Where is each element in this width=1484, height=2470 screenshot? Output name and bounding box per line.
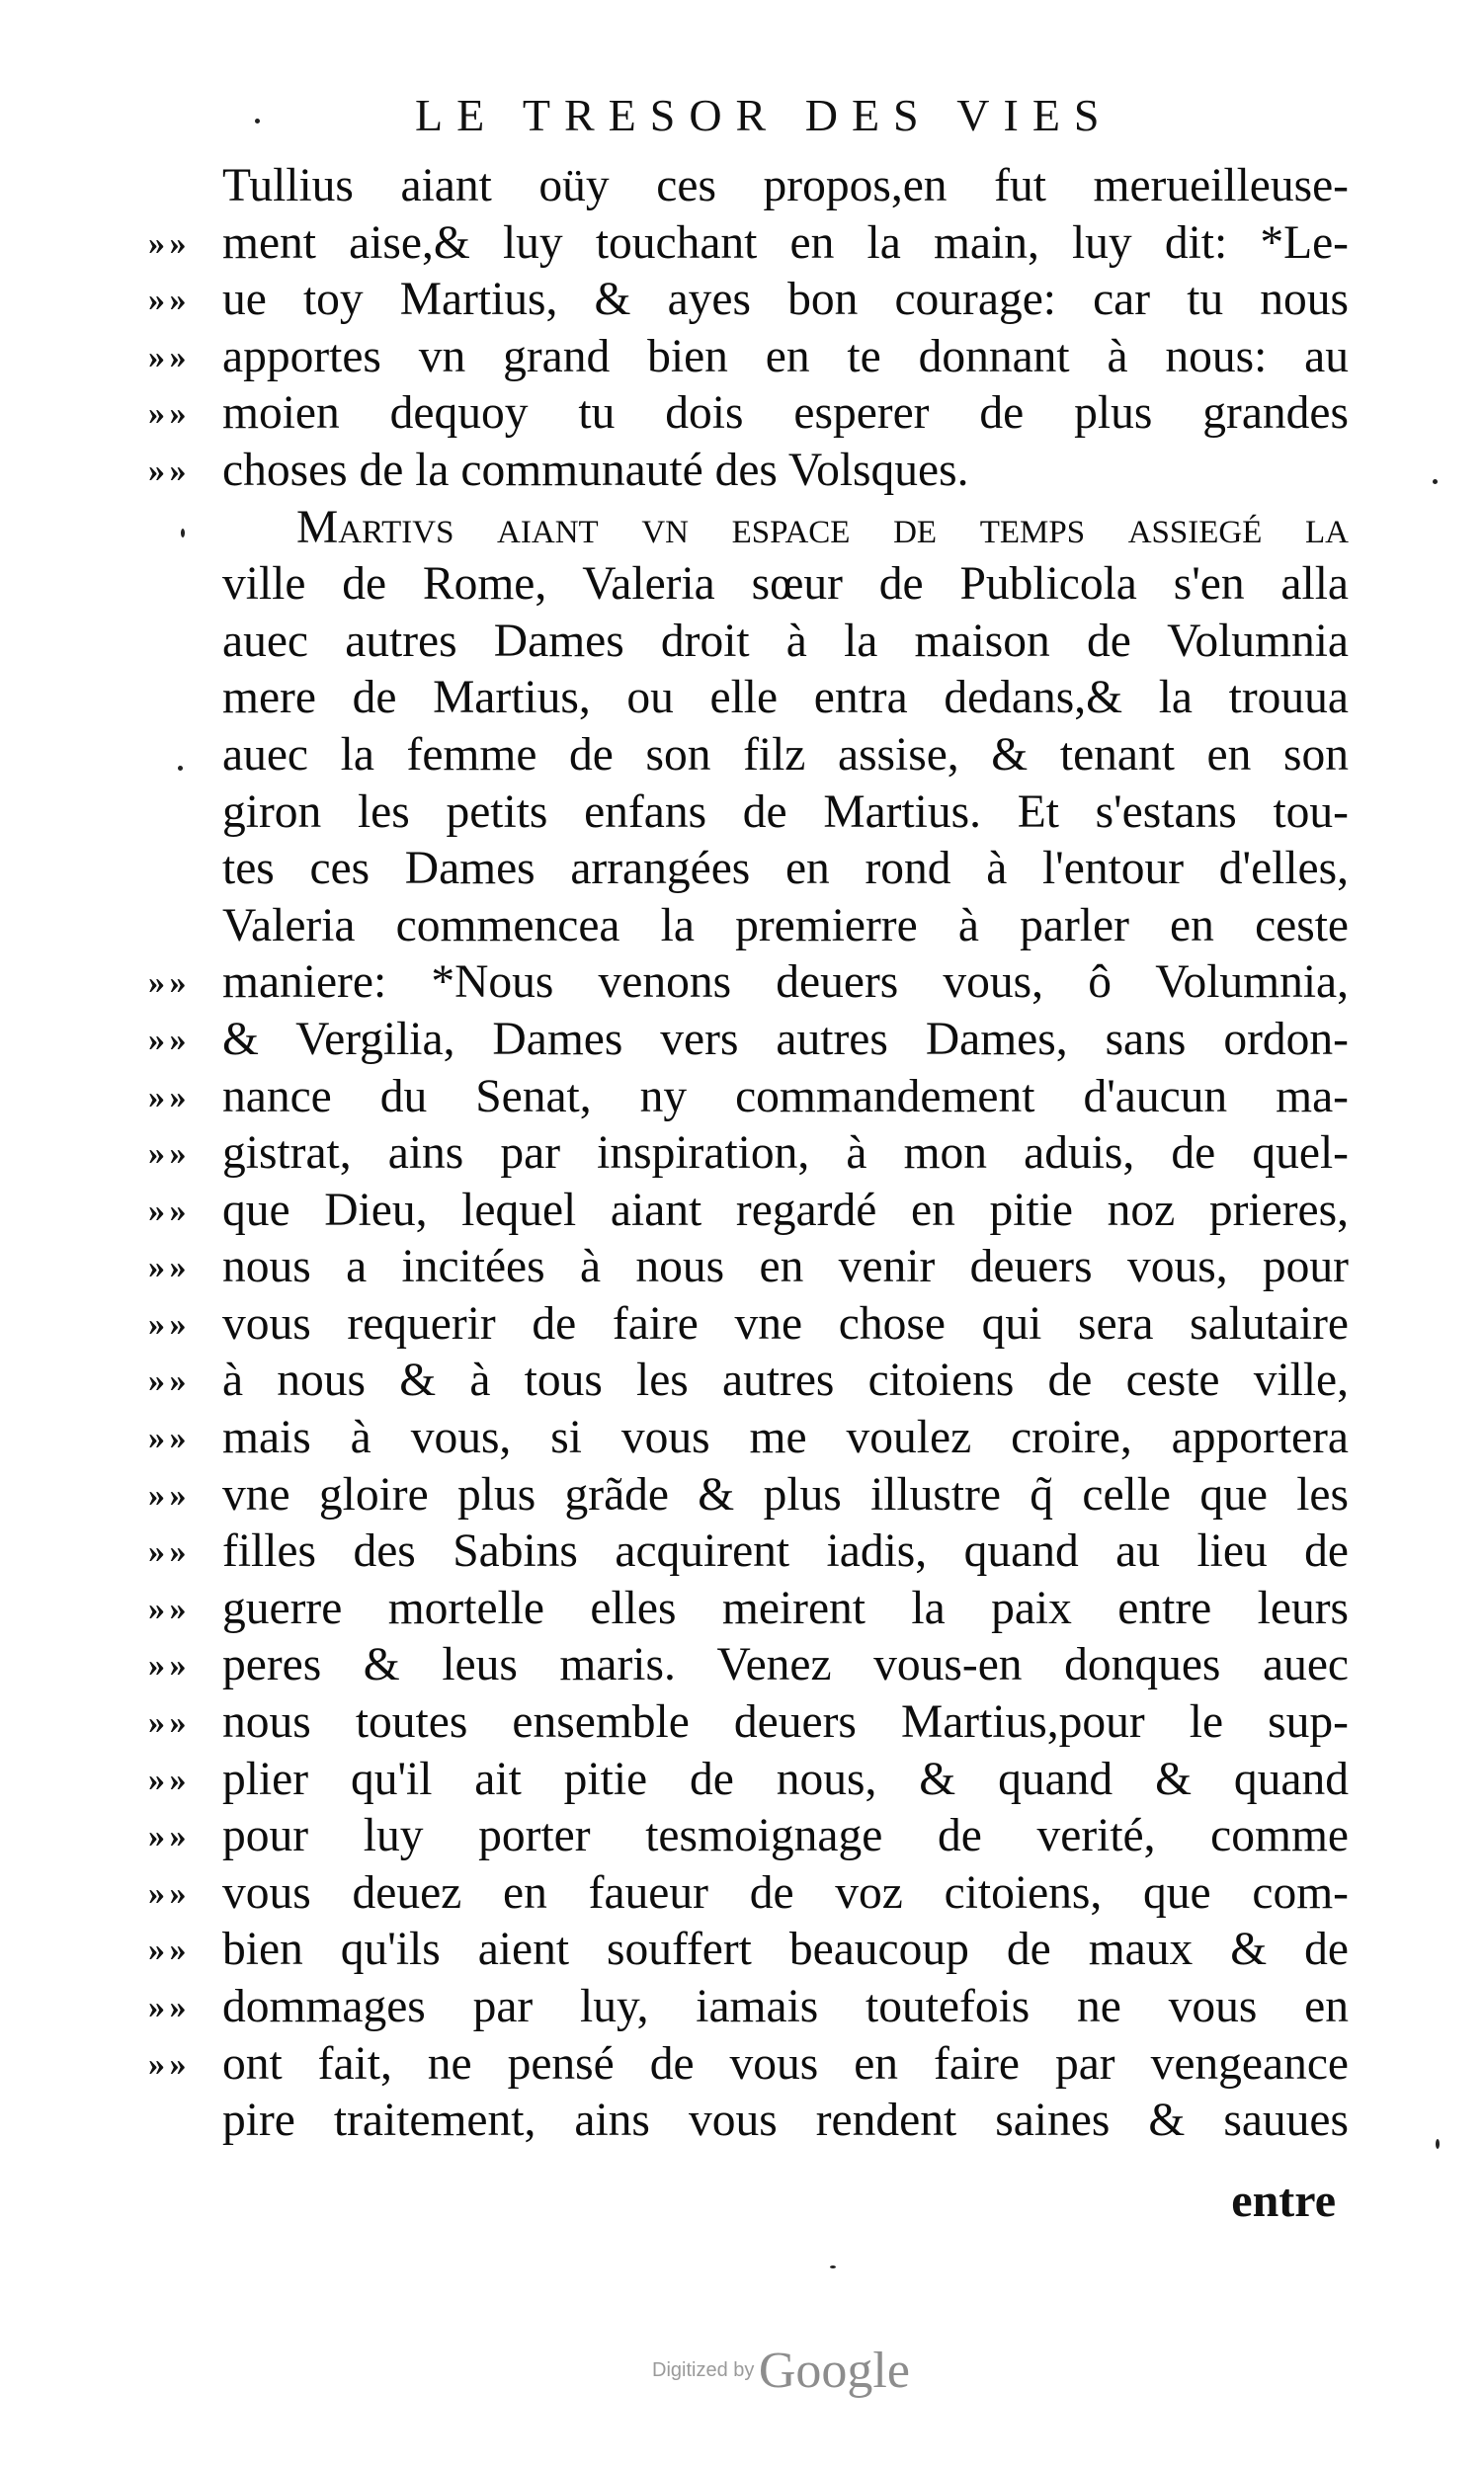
text-line-content: moien dequoy tu dois esperer de plus grandes [222, 387, 1349, 440]
quotation-marginal-mark: » » [148, 224, 185, 262]
text-line-content: nous toutes ensemble deuers Martius,pour le sup- [222, 1696, 1349, 1749]
text-line [148, 1808, 1349, 1865]
text-line [222, 727, 1349, 784]
catchword: entre [1231, 2175, 1336, 2227]
text-line-content: Valeria commencea la premierre à parler en ceste [222, 899, 1349, 951]
quotation-marginal-mark: » » [148, 1078, 185, 1115]
quotation-marginal-mark: » » [148, 1761, 185, 1798]
text-line [148, 1069, 1349, 1126]
text-line [148, 2036, 1349, 2094]
text-line-content: vous deuez en faueur de voz citoiens, que com- [222, 1866, 1349, 1919]
text-line [148, 1922, 1349, 1979]
text-line [222, 500, 1349, 557]
watermark-prefix: Digitized by [652, 2359, 755, 2381]
quotation-marginal-mark: » » [148, 1647, 185, 1685]
text-line-content: Tullius aiant oüy ces propos,en fut merueilleuse- [222, 160, 1349, 211]
quotation-marginal-mark: » » [148, 1533, 185, 1571]
quotation-marginal-mark: » » [148, 1021, 185, 1058]
text-line-content: gistrat, ains par inspiration, à mon aduis, de quel- [222, 1127, 1349, 1180]
text-line [148, 1467, 1349, 1524]
quotation-marginal-mark: » » [148, 282, 185, 319]
text-line-content: choses de la communauté des Volsques. [222, 444, 969, 496]
text-line [148, 329, 1349, 386]
running-head: LE TRESOR DES VIES [415, 90, 1113, 140]
text-line [222, 158, 1349, 215]
quotation-marginal-mark: » » [148, 1362, 185, 1400]
digitized-watermark [652, 2342, 910, 2400]
quotation-marginal-mark: » » [148, 1305, 185, 1343]
quotation-marginal-mark: » » [148, 1135, 185, 1173]
text-line-content: pire traitement, ains vous rendent saines & sauues [222, 2095, 1349, 2147]
text-line-content: plier qu'il ait pitie de nous, & quand & quand [222, 1753, 1349, 1805]
text-line-content: ont fait, ne pensé de vous en faire par vengeance [222, 2037, 1349, 2090]
watermark-brand: Google [758, 2343, 910, 2399]
text-line-content: vne gloire plus grãde & plus illustre q̃ celle que les [222, 1468, 1349, 1521]
text-line [148, 954, 1349, 1012]
quotation-marginal-mark: » » [148, 395, 185, 433]
scan-speck [1436, 2139, 1440, 2149]
text-line [148, 1865, 1349, 1923]
body-text [148, 158, 1349, 2150]
text-line [148, 1012, 1349, 1069]
text-line-content: guerre mortelle elles meirent la paix entre leurs [222, 1582, 1349, 1634]
text-line-content: Martivs aiant vn espace de temps assiegé la [296, 501, 1349, 553]
text-line [148, 385, 1349, 443]
text-line-content: nance du Senat, ny commandement d'aucun ma- [222, 1070, 1349, 1122]
text-line-content: giron les petits enfans de Martius. Et s'estans tou- [222, 785, 1349, 838]
text-line [148, 1125, 1349, 1183]
text-line [148, 1752, 1349, 1809]
quotation-marginal-mark: » » [148, 1989, 185, 2025]
text-line [148, 272, 1349, 329]
quotation-marginal-mark: » » [148, 1874, 185, 1912]
text-line [148, 443, 1349, 500]
text-line-content: auec autres Dames droit à la maison de Volumnia [222, 615, 1349, 667]
quotation-marginal-mark: » » [148, 1704, 185, 1742]
text-line [148, 1581, 1349, 1638]
quotation-marginal-mark: » » [148, 1932, 185, 1969]
text-line-content: nous a incitées à nous en venir deuers vous, pour [222, 1241, 1349, 1293]
text-line [222, 614, 1349, 671]
text-line-content: ville de Rome, Valeria sœur de Publicola s'en alla [222, 558, 1349, 611]
text-line-content: tes ces Dames arrangées en rond à l'entour d'elles, [222, 843, 1349, 895]
text-line-content: filles des Sabins acquirent iadis, quand au lieu de [222, 1525, 1349, 1578]
quotation-marginal-mark: » » [148, 1192, 185, 1229]
text-line [222, 670, 1349, 727]
text-line [148, 1239, 1349, 1296]
text-line [222, 2093, 1349, 2150]
scan-speck [255, 119, 260, 124]
quotation-marginal-mark: » » [148, 1249, 185, 1286]
text-line [222, 841, 1349, 898]
text-line [148, 1353, 1349, 1410]
text-line-content: pour luy porter tesmoignage de verité, comme [222, 1810, 1349, 1862]
quotation-marginal-mark: » » [148, 964, 185, 1002]
text-line-content: mais à vous, si vous me voulez croire, apportera [222, 1412, 1349, 1464]
text-line-content: apportes vn grand bien en te donnant à nous: au [222, 330, 1349, 382]
text-line [148, 1296, 1349, 1354]
text-line-content: bien qu'ils aient souffert beaucoup de maux & de [222, 1924, 1349, 1976]
scan-speck [178, 766, 183, 771]
scan-speck [1433, 479, 1438, 484]
text-line-content: ment aise,& luy touchant en la main, luy dit: *Le- [222, 216, 1349, 269]
quotation-marginal-mark: » » [148, 338, 185, 375]
text-line [222, 784, 1349, 842]
text-line-content: dommages par luy, iamais toutefois ne vous en [222, 1981, 1349, 2032]
scan-speck [830, 2265, 836, 2268]
text-line [148, 1979, 1349, 2036]
quotation-marginal-mark: » » [148, 2045, 185, 2083]
quotation-marginal-mark: » » [148, 1476, 185, 1514]
text-line-content: peres & leus maris. Venez vous-en donques auec [222, 1639, 1349, 1691]
text-line-content: & Vergilia, Dames vers autres Dames, sans ordon- [222, 1013, 1349, 1065]
text-line-content: à nous & à tous les autres citoiens de ceste ville, [222, 1355, 1349, 1407]
text-line [148, 1410, 1349, 1467]
text-line [222, 556, 1349, 614]
text-line [148, 1183, 1349, 1240]
text-line-content: ue toy Martius, & ayes bon courage: car tu nous [222, 274, 1349, 326]
text-line-content: maniere: *Nous venons deuers vous, ô Volumnia, [222, 956, 1349, 1009]
text-line-content: que Dieu, lequel aiant regardé en pitie noz prieres, [222, 1184, 1349, 1236]
quotation-marginal-mark: » » [148, 1420, 185, 1457]
scan-speck [181, 529, 185, 537]
text-line-content: vous requerir de faire vne chose qui sera salutaire [222, 1297, 1349, 1350]
quotation-marginal-mark: » » [148, 452, 185, 489]
text-line [148, 1637, 1349, 1694]
text-line [148, 1694, 1349, 1752]
text-line [222, 898, 1349, 955]
quotation-marginal-mark: » » [148, 1590, 185, 1627]
text-line [148, 215, 1349, 273]
text-line-content: auec la femme de son filz assise, & tenant en son [222, 728, 1349, 781]
quotation-marginal-mark: » » [148, 1818, 185, 1855]
text-line-content: mere de Martius, ou elle entra dedans,& la trouua [222, 672, 1349, 724]
text-line [148, 1523, 1349, 1581]
